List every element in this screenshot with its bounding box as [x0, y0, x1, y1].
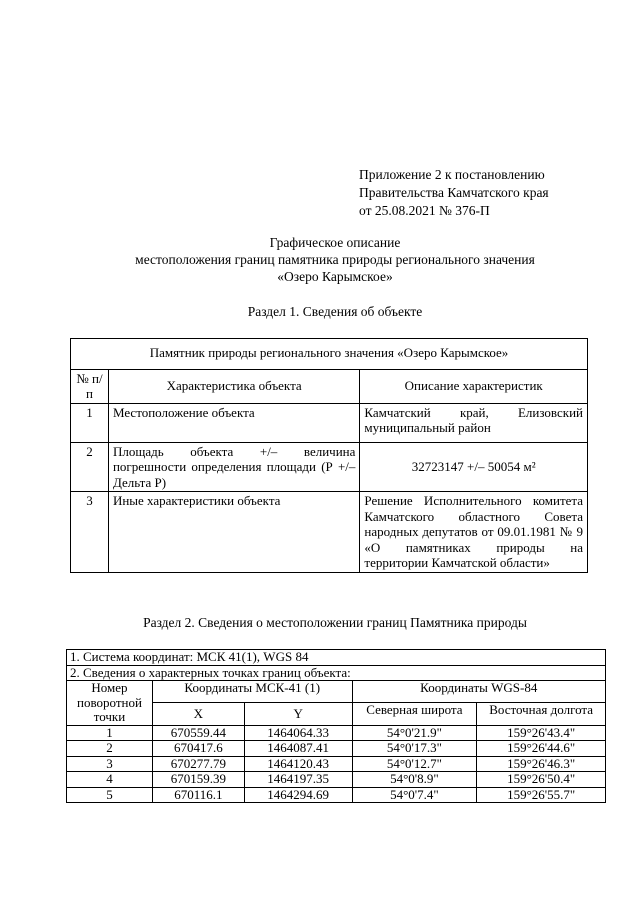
appendix-line: Приложение 2 к постановлению [359, 167, 545, 182]
header-characteristic: Характеристика объекта [108, 369, 359, 403]
point-x: 670559.44 [152, 725, 244, 741]
point-number: 2 [67, 741, 153, 757]
heading-line: местоположения границ памятника природы регионального значения [135, 252, 535, 267]
header-y: Y [244, 703, 352, 725]
table-row [67, 787, 606, 803]
point-longitude: 159°26'50.4" [477, 772, 606, 788]
point-number: 5 [67, 787, 153, 803]
point-number: 3 [67, 756, 153, 772]
appendix-line: от 25.08.2021 № 376-П [359, 203, 490, 218]
row-characteristic: Иные характеристики объекта [108, 492, 359, 573]
table-row [71, 492, 588, 573]
header-longitude: Восточная долгота [477, 703, 606, 725]
point-y: 1464197.35 [244, 772, 352, 788]
point-x: 670417.6 [152, 741, 244, 757]
point-longitude: 159°26'43.4" [477, 725, 606, 741]
section1-title: Раздел 1. Сведения об объекте [247, 304, 423, 319]
point-number: 4 [67, 772, 153, 788]
points-caption: 2. Сведения о характерных точках границ объекта: [67, 665, 606, 681]
appendix-line: Правительства Камчатского края [359, 185, 549, 200]
point-x: 670159.39 [152, 772, 244, 788]
object-info-table [70, 338, 588, 573]
point-x: 670277.79 [152, 756, 244, 772]
table-row [71, 442, 588, 492]
point-latitude: 54°0'12.7" [352, 756, 477, 772]
row-characteristic: Площадь объекта +/– величина погрешности определения площади (Р +/– Дельта Р) [108, 442, 359, 492]
table-row [67, 756, 606, 772]
point-y: 1464294.69 [244, 787, 352, 803]
point-longitude: 159°26'55.7" [477, 787, 606, 803]
point-y: 1464120.43 [244, 756, 352, 772]
point-y: 1464087.41 [244, 741, 352, 757]
point-latitude: 54°0'21.9" [352, 725, 477, 741]
header-x: X [152, 703, 244, 725]
heading-line: «Озеро Карымское» [277, 269, 393, 284]
header-msk: Координаты МСК-41 (1) [152, 681, 352, 703]
header-number: № п/п [71, 369, 109, 403]
row-number: 2 [71, 442, 109, 492]
point-latitude: 54°0'17.3" [352, 741, 477, 757]
document-heading [60, 234, 610, 285]
point-x: 670116.1 [152, 787, 244, 803]
row-characteristic: Местоположение объекта [108, 403, 359, 442]
coordinates-table [66, 649, 606, 803]
point-longitude: 159°26'44.6" [477, 741, 606, 757]
header-wgs: Координаты WGS-84 [352, 681, 605, 703]
point-number: 1 [67, 725, 153, 741]
point-latitude: 54°0'7.4" [352, 787, 477, 803]
table-row [67, 772, 606, 788]
table-row [71, 403, 588, 442]
header-description: Описание характеристик [360, 369, 588, 403]
point-y: 1464064.33 [244, 725, 352, 741]
row-description: Решение Исполнительного комитета Камчатского областного Совета народных депутатов от 09.01.1981 № 9 «О памятниках природы на территории Камчатской области» [360, 492, 588, 573]
row-number: 1 [71, 403, 109, 442]
table-row [67, 741, 606, 757]
row-number: 3 [71, 492, 109, 573]
header-point-number: Номер поворотной точки [67, 681, 153, 726]
table-row [67, 725, 606, 741]
point-longitude: 159°26'46.3" [477, 756, 606, 772]
section2-title: Раздел 2. Сведения о местоположении границ Памятника природы [143, 615, 527, 630]
row-description: 32723147 +/– 50054 м² [360, 442, 588, 492]
row-description: Камчатский край, Елизовский муниципальный район [360, 403, 588, 442]
header-latitude: Северная широта [352, 703, 477, 725]
coordinate-system: 1. Система координат: МСК 41(1), WGS 84 [67, 650, 606, 666]
table-title: Памятник природы регионального значения «Озеро Карымское» [71, 339, 588, 370]
heading-line: Графическое описание [269, 235, 401, 250]
appendix-note [359, 166, 619, 220]
point-latitude: 54°0'8.9" [352, 772, 477, 788]
